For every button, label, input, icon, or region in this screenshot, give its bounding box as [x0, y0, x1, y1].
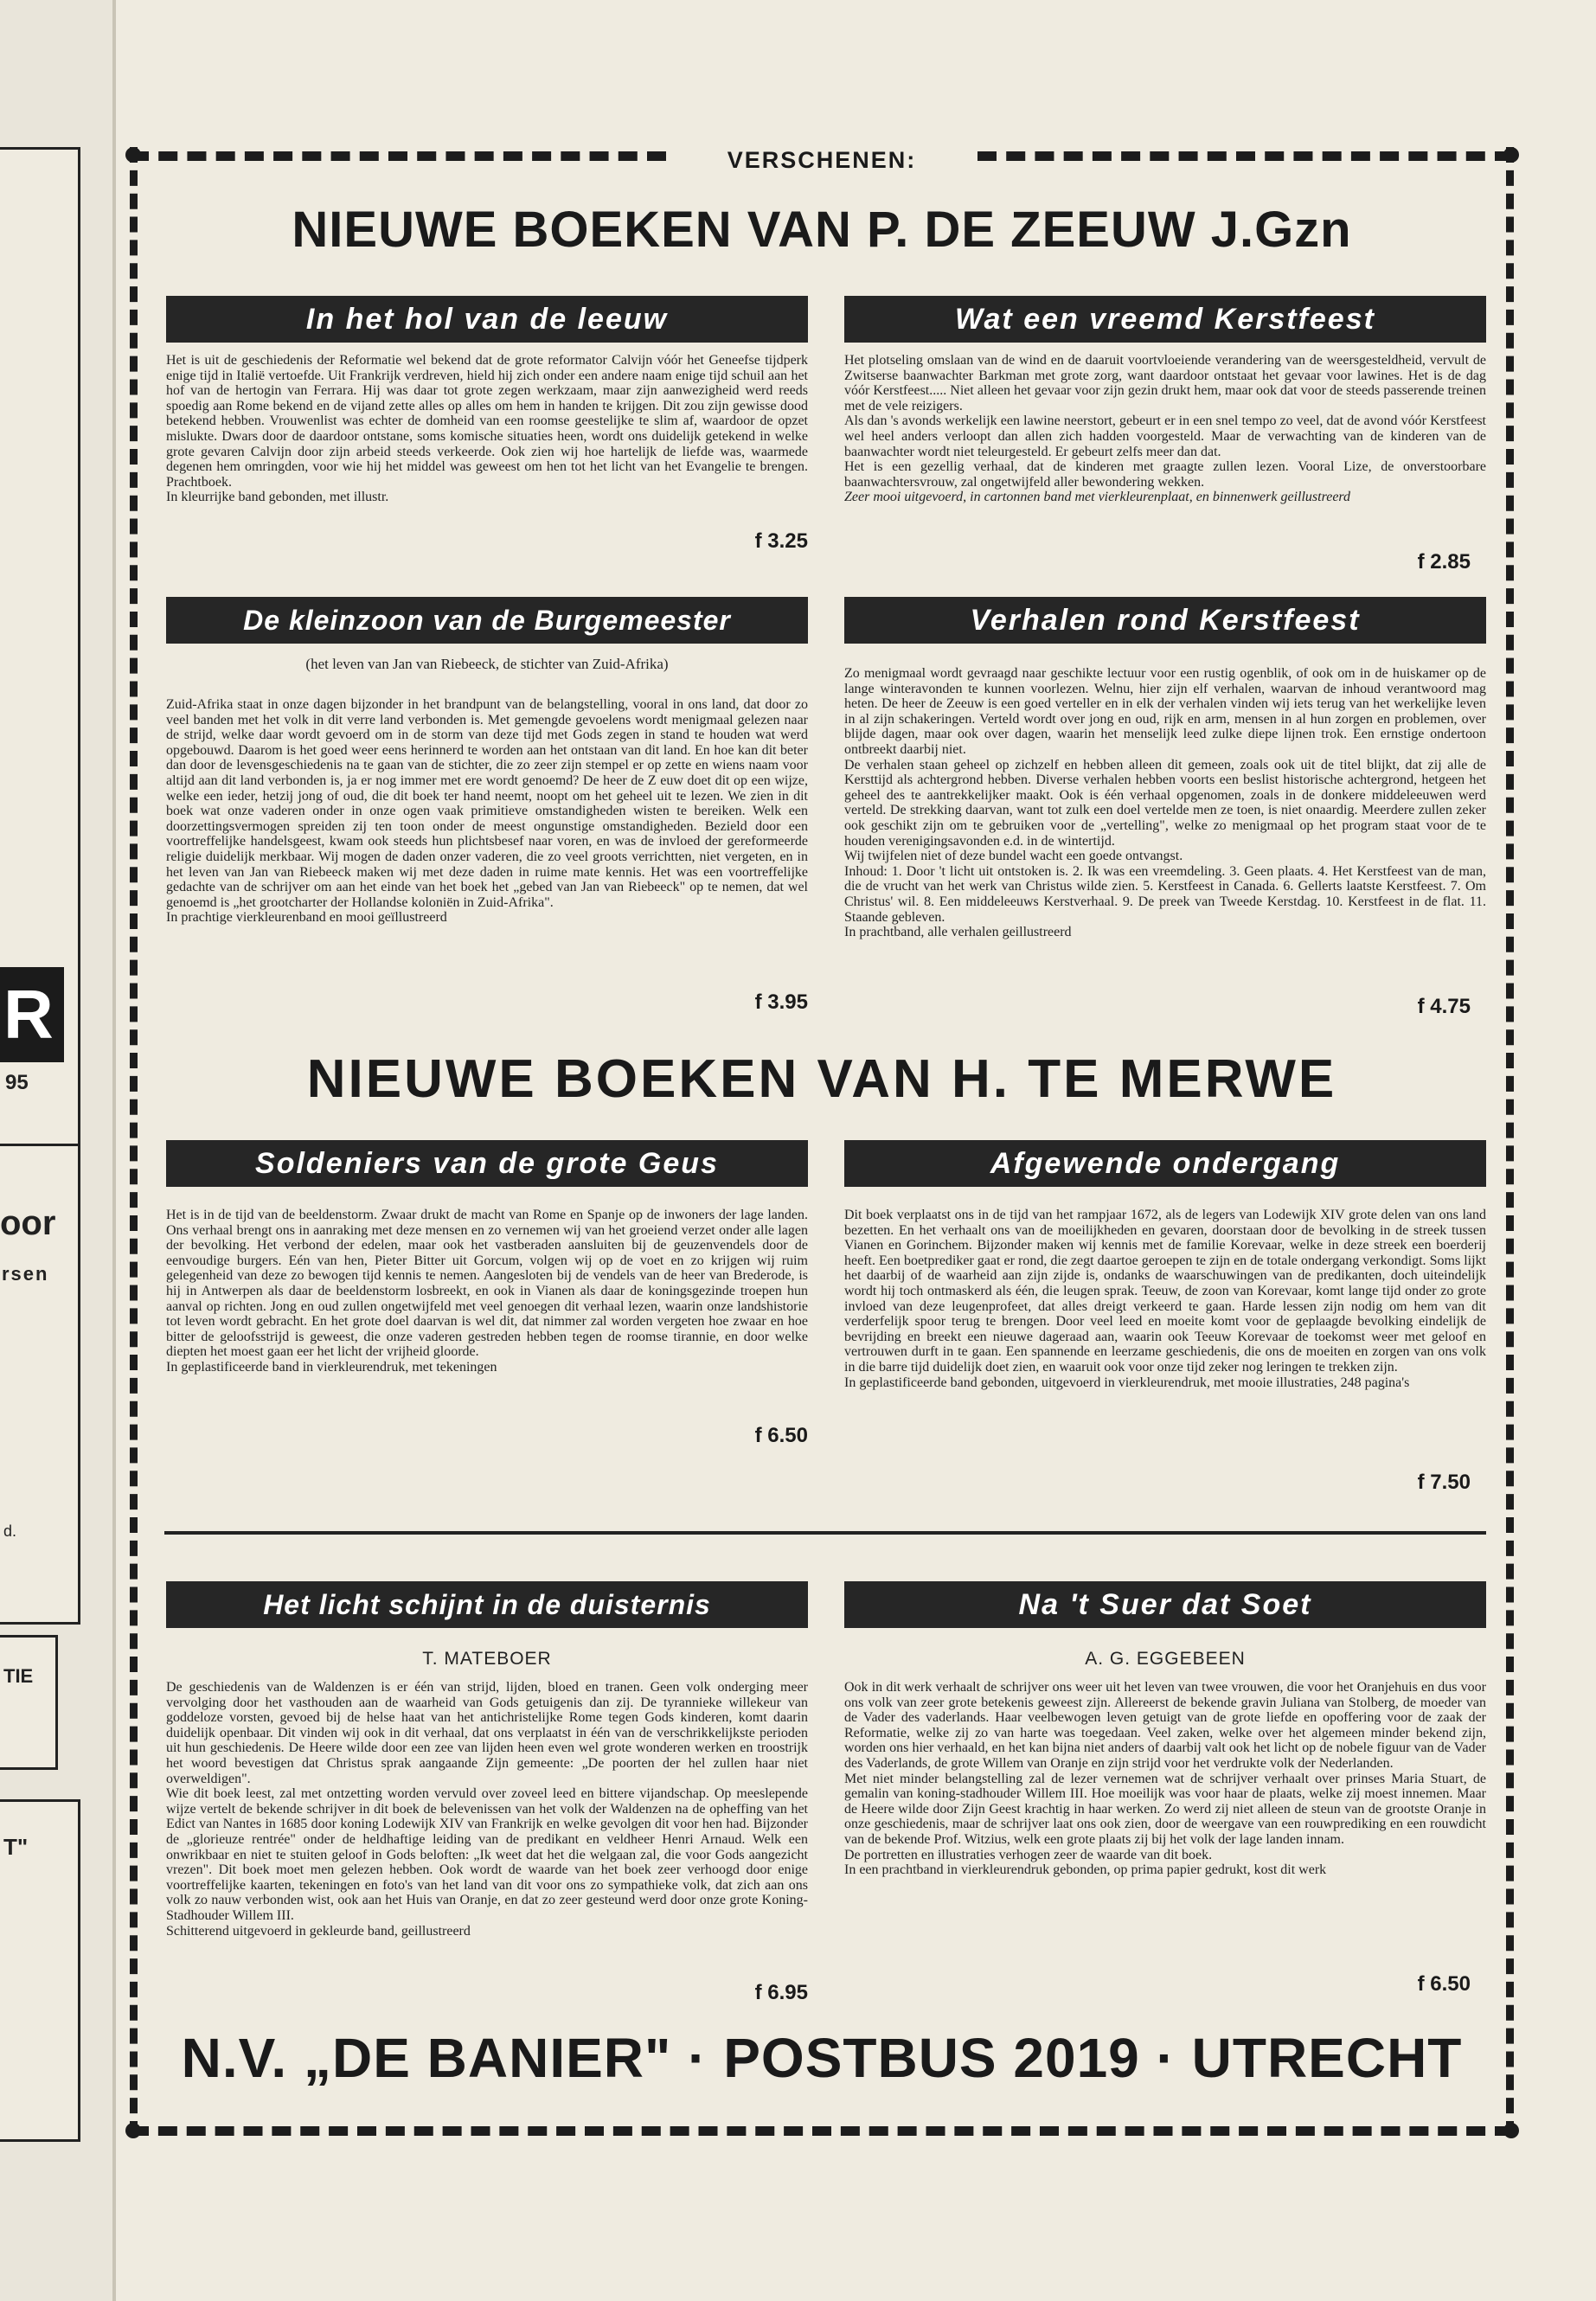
book-title-licht: Het licht schijnt in de duisternis — [166, 1581, 808, 1628]
book-text-licht: De geschiedenis van de Waldenzen is er één van strijd, lijden, bloed en tranen. Geen volk onderging meer vervolging door het vasthouden aan de waarheid van Gods getuigenis dan zij. De tyrannieke willekeur van goddeloze vorsten, gevoed bij de helse haat van het antichristelijke Rome tegen Gods kinderen, komt daarin duidelijk openbaar. Dit vinden wij ook in dit verhaal, dat ons verplaatst in één van de verschrikkelijkste perioden uit hun geschiedenis. De Heere wilde door een zee van lijden heen even wel grote wonderen werken en troostrijk het woord bevestigen dat Christus sprak aangaande Zijn gemeente: „De poorten der hel zullen haar niet overweldigen". — [166, 1680, 808, 1786]
book-text3-verhalen: Wij twijfelen niet of deze bundel wacht een goede ontvangst. — [844, 849, 1183, 864]
gutter-letter-r: R — [3, 976, 54, 1053]
book-binding-suer: In een prachtband in vierkleurendruk gebonden, op prima papier gedrukt, kost dit werk — [844, 1862, 1327, 1878]
book-description-licht — [166, 1680, 808, 1939]
book-text-suer: Ook in dit werk verhaalt de schrijver ons weer uit het leven van twee vrouwen, die voor het Oranjehuis en dus voor ons volk van zeer grote betekenis geweest zijn. Allereerst de bekende gravin Juliana van Stolberg, de moeder van de Vader des vaderlands. Haar veelbewogen leven getuigt van de grote liefde en opoffering voor de zaak der Reformatie, welke zij zo van harte was toegedaan. Veel zaken, welke over het algemeen minder bekend zijn, worden ons hier verhaald, en het kan bijna niet anders of daarbij valt ook het licht op de nobele figuur van de Vader des Vaderlands, de grote Willem van Oranje en zijn strijd voor het verdrukte volk der Nederlanden. — [844, 1680, 1486, 1771]
bottom-border — [130, 2126, 1514, 2136]
top-border-left — [130, 151, 666, 161]
book-text3-suer: De portretten en illustraties verhogen zeer de waarde van dit boek. — [844, 1847, 1213, 1862]
book-binding-kleinzoon: In prachtige vierkleurenband en mooi geïllustreerd — [166, 910, 447, 926]
book-text2-verhalen: De verhalen staan geheel op zichzelf en hebben alleen dit gemeen, zoals ook uit de titel blijkt, dat zij alle de Kersttijd als achtergrond hebben. Diverse verhalen hebben voorts een beslist historische achtergrond, hetgeen het geheel des te aantrekkelijker maakt. Ook is één verhaal opgenomen, zoals in de donkere middeleeuwen werd verteld. De strekking daarvan, want tot zulk een doel vertelde men ze toen, is niet onaardig. Meerdere zullen zeker ook geschikt zijn om te gebruiken voor de „vertelling", welke zo menigmaal op het program staat voor de te houden verenigingsavonden e.d. in de wintertijd. — [844, 757, 1486, 849]
book-text-kleinzoon: Zuid-Afrika staat in onze dagen bijzonder in het brandpunt van de belangstelling, vooral in ons land, dat door zo veel banden met het volk in dit verre land verbonden is. Met gemengde gevoelens wordt menigmaal gelezen naar de strijd, welke daar wordt gevoerd om in de storm van deze tijd met Gods zegen in stand te houden wat werd opgebouwd. Daarom is het goed weer eens herinnerd te worden aan het ontstaan van dit land. En hoe kan dit beter dan door de levensgeschiedenis na te gaan van de stichter, die zo zeer zijn stempel er op zette en wiens naam voor altijd aan dit land verbonden is, ja er nog immer met ere wordt genoemd? De heer de Z euw doet dit op een wijze, welke een ieder, hetzij jong of oud, die dit boek ter hand neemt, noopt om het geheel uit te lezen. We zien in dit boek wat onze vaderen onder in onze ogen vaak primitieve omstandigheden wisten te bereiken. Welk een doorzettingsvermogen spreiden zij ten toon onder de meest ongunstige omstandigheden. Bezield door een voortreffelijke handelsgeest, kwam ook steeds hun plichtsbesef naar voren, en was de invloed der gereformeerde religie duidelijk merkbaar. Wij mogen de daden onzer vaderen, die zo veel groots verrichtten, niet vergeten, en in het leven van Jan van Riebeeck maken wij met deze daden in ruime mate kennis. Het was een voortreffelijke gedachte van de schrijver om aan het einde van het boek het „gebed van Jan van Riebeeck" op te nemen, dat wel genoemd is „het grootcharter der Hollandse koloniën in Zuid-Afrika". — [166, 697, 808, 910]
book-price-soldeniers: f 6.50 — [754, 1424, 808, 1447]
book-description-suer — [844, 1680, 1486, 1878]
gutter-oor: oor — [0, 1204, 56, 1242]
book-contents-verhalen: Inhoud: 1. Door 't licht uit ontstoken is. 2. Ik was een vreemdeling. 3. Geen plaats. 4. Het Kerstfeest van de man, die de vrucht van het werk van Christus wilde zien. 5. Kerstfeest in Canada. 6. Gellerts laatste Kerstfeest. 7. Om Christus' wil. 8. Een middeleeuws Kerstverhaal. 9. De preek van Tweede Kerstdag. 10. Kerstfeest in de flat. 11. Staande gebleven. — [844, 863, 1486, 925]
book-binding-licht: Schitterend uitgevoerd in gekleurde band, geillustreerd — [166, 1923, 471, 1939]
book-binding-hol: In kleurrijke band gebonden, met illustr. — [166, 490, 389, 505]
book-text-verhalen: Zo menigmaal wordt gevraagd naar geschikte lectuur voor een rustig ogenblik, of ook om in de huiskamer op de lange winteravonden te kunnen voorlezen. Welnu, hier zijn elf verhalen, waarvan de inhoud verantwoord mag heten. De heer de Zeeuw is een goed verteller en in elk der verhalen vinden wij iets terug van het werkelijke leven in al zijn schakeringen. Verteld wordt over jong en oud, rijk en arm, mensen in al hun zorgen en problemen, over blijde dagen, maar ook over dagen, waarin het menselijk leed zulke diepe lijnen trok. Een ernstige ondertoon ontbreekt daarbij niet. — [844, 666, 1486, 757]
book-title-hol: In het hol van de leeuw — [166, 296, 808, 343]
section-divider — [164, 1531, 1486, 1535]
book-title-kerstfeest: Wat een vreemd Kerstfeest — [844, 296, 1486, 343]
book-price-suer: f 6.50 — [1417, 1972, 1471, 1996]
book-binding-kerstfeest: Zeer mooi uitgevoerd, in cartonnen band met vierkleurenplaat, en binnenwerk geillustreerd — [844, 490, 1351, 505]
corner-ornament-br — [1503, 2123, 1519, 2138]
gutter-box-tie — [0, 1635, 58, 1770]
gutter-t: T" — [3, 1834, 29, 1860]
book-text2-kerstfeest: Als dan 's avonds werkelijk een lawine neerstort, gebeurt er in een snel tempo zo veel, dat de avond vóór Kerstfeest wel heel anders verloopt dan allen zich hadden voorgesteld. Maar de verwachting van de kinderen van de baanwachter wordt niet teleurgesteld. Er gebeurt zelfs meer dan dat. — [844, 413, 1486, 459]
gutter-tie: TIE — [3, 1665, 34, 1687]
book-subtitle-kleinzoon: (het leven van Jan van Riebeeck, de stichter van Zuid-Afrika) — [305, 656, 669, 672]
book-price-kerstfeest: f 2.85 — [1417, 550, 1471, 574]
gutter-dark-block — [0, 967, 64, 1062]
publisher-address: N.V. „DE BANIER" · POSTBUS 2019 · UTRECHT — [181, 2027, 1463, 2089]
book-binding-soldeniers: In geplastificeerde band in vierkleurendruk, met tekeningen — [166, 1359, 497, 1375]
book-text3-kerstfeest: Het is een gezellig verhaal, dat de kinderen met graagte zullen lezen. Vooral Lize, de onverstoorbare baanwachtersvrouw, zal ongetwijfeld aller bewondering wekken. — [844, 459, 1486, 490]
section-title-te-merwe: NIEUWE BOEKEN VAN H. TE MERWE — [306, 1049, 1337, 1109]
book-title-ondergang: Afgewende ondergang — [844, 1140, 1486, 1187]
book-description-ondergang — [844, 1208, 1486, 1390]
book-description-soldeniers — [166, 1208, 808, 1375]
book-price-ondergang: f 7.50 — [1417, 1471, 1471, 1494]
book-binding-ondergang: In geplastificeerde band gebonden, uitgevoerd in vierkleurendruk, met mooie illustraties, 248 pagina's — [844, 1375, 1410, 1390]
book-author-licht: T. MATEBOER — [422, 1649, 552, 1669]
book-title-suer: Na 't Suer dat Soet — [844, 1581, 1486, 1628]
book-binding-verhalen: In prachtband, alle verhalen geillustreerd — [844, 925, 1072, 940]
gutter-rsen: rsen — [2, 1263, 49, 1285]
book-description-kerstfeest — [844, 353, 1486, 505]
book-title-verhalen: Verhalen rond Kerstfeest — [844, 597, 1486, 644]
book-price-kleinzoon: f 3.95 — [754, 990, 808, 1014]
book-text-kerstfeest: Het plotseling omslaan van de wind en de daaruit voortvloeiende verandering van de weersgesteldheid, vervult de Zwitserse baanwachter Barkman met grote zorg, want daardoor ontstaat het gevaar voor lawines. Het is de dag vóór Kerstfeest..... Niet alleen het gevaar voor zijn gezin drukt hem, maar ook dat voor de steeds passerende treinen met de vele reizigers. — [844, 353, 1486, 413]
corner-ornament-bl — [125, 2123, 141, 2138]
adjacent-page-gutter — [0, 0, 116, 2301]
corner-ornament-tr — [1503, 147, 1519, 163]
top-border-right — [977, 151, 1514, 161]
book-description-kleinzoon — [166, 697, 808, 926]
section-title-de-zeeuw: NIEUWE BOEKEN VAN P. DE ZEEUW J.Gzn — [292, 202, 1352, 258]
gutter-box-top — [0, 147, 80, 1303]
gutter-d: d. — [3, 1522, 17, 1540]
book-title-kleinzoon: De kleinzoon van de Burgemeester — [166, 597, 808, 644]
book-text-soldeniers: Het is in de tijd van de beeldenstorm. Zwaar drukt de macht van Rome en Spanje op de inwoners der lage landen. Ons verhaal brengt ons in aanraking met deze mensen en zo vernemen wij van het groeiend verzet onder alle lagen der bevolking. Het verbond der edelen, maar ook het vastberaden aansluiten bij de geuzenvendels door de eenvoudige burgers. Eén van hen, Pieter Bitter uit Gorcum, volgen wij op de voet en zo krijgen wij ruim gelegenheid van deze zo bewogen tijd kennis te nemen. Aangesloten bij de vendels van de heer van Brederode, is hij in Antwerpen als daar de beeldenstorm losbreekt, en ook in Vianen als daar de koningsgezinde troepen hun aanval op richten. Jong en oud zullen ongetwijfeld met veel genoegen dit verhaal lezen, waarin onze landshistorie tot leven wordt gebracht. En het grote doel daarvan is wel dit, dat nimmer zal worden vergeten hoe zwaar en hoe bitter de geloofsstrijd is geweest, die onze vaderen gestreden hebben tegen de roomse tirannie, en door welke diepten het moest gaan eer het licht der vrijheid gloorde. — [166, 1208, 808, 1360]
book-price-hol: f 3.25 — [754, 529, 808, 553]
book-description-verhalen — [844, 666, 1486, 940]
book-text2-licht: Wie dit boek leest, zal met ontzetting worden vervuld over zoveel leed en bittere vijandschap. Op meeslepende wijze vertelt de bekende schrijver in dit boek de belevenissen van het volk der Waldenzen na de opheffing van het Edict van Nantes in 1685 door koning Lodewijk XIV van Frankrijk en welke gevolgen dit voor hen had. Bijzonder de „glorieuze rentrée" onder de heldhaftige leiding van de predikant en veldheer Henri Arnaud. Welk een onwrikbaar en niet te stuiten geloof in Gods beloften: „Ik weet dat het die welgaan zal, die voor Gods aangezicht vrezen". Dit boek moet men gelezen hebben. Ook wordt de waarde van het boek zeer verhoogd door enige voortreffelijke kaarten, tekeningen en foto's van het land van dit voor ons zo sympathieke volk, dat zich aan ons volk zo nauw verbonden wist, ook aan het Huis van Oranje, en dat zo zeer gesteund werd door onze grote Koning-Stadhouder Willem III. — [166, 1786, 808, 1923]
gutter-number: 95 — [5, 1071, 29, 1094]
announcement-label: VERSCHENEN: — [727, 147, 917, 173]
book-text-hol: Het is uit de geschiedenis der Reformatie wel bekend dat de grote reformator Calvijn vóór het Geneefse tijdperk enige tijd in Italië vertoefde. Uit Frankrijk verdreven, hield hij zich onder een andere naam enige tijd schuil aan het hof van de hertogin van Ferrara. Hij was daar tot grote zegen werkzaam, maar zijn aanwezigheid werd reeds spoedig aan Rome bekend en de vijand zette alles op alles om hem in handen te krijgen. Dit zou zijn gewisse dood betekend hebben. Vrouwenlist was echter de domheid van een roomse geestelijke te slim af, waardoor de opzet mislukte. Dwars door de daardoor ontstane, soms komische situaties heen, wordt ons duidelijk getekend in welke grote gevaren Calvijn door zijn arbeid steeds verkeerde. Ook zien wij hoe hartelijk de liefde was, waarmede degenen hem omringden, voor wie hij het middel was geweest om hen tot het licht van het Evangelie te brengen. Prachtboek. — [166, 353, 808, 490]
book-text2-suer: Met niet minder belangstelling zal de lezer vernemen wat de schrijver verhaalt over prinses Maria Stuart, de gemalin van koning-stadhouder Willem III. Hoe moeilijk was voor haar de plaats, welke zij moest innemen. Maar de Heere wilde door Zijn Geest krachtig in haar werken. Zo werd zij niet alleen de steun van de grootste Oranje in onze geschiedenis, maar de schrijver laat ons ook zien, door de weergave van een rouwprediking en een rouwdicht van de bekende Prof. Witzius, welk een grote plaats zij bij het volk der lage landen innam. — [844, 1771, 1486, 1847]
book-price-licht: f 6.95 — [754, 1981, 808, 2004]
book-text-ondergang: Dit boek verplaatst ons in de tijd van het rampjaar 1672, als de legers van Lodewijk XIV grote delen van ons land bezetten. En het verhaalt ons van de moeilijkheden en gevaren, doorstaan door de bevolking in de streek tussen Vianen en Gorinchem. Bijzonder maken wij kennis met de familie Korevaar, welke in deze streek een boerderij heeft. Een boetprediker gaat er rond, die zegt daartoe geroepen te zijn en de totale ondergang verkondigt. Soms lijkt het daarbij of de waarheid aan zijn zijde is, ondanks de waarschuwingen van de predikanten, doch uiteindelijk wordt hij toch ontmaskerd als één, die leugen sprak. Teeuw, de zoon van Korevaar, komt lange tijd onder zo grote invloed van deze leugenprofeet, dat alles dreigt verkeerd te gaan. Harde lessen zijn nodig om hem van dit verderfelijk spoor terug te brengen. Door veel leed en moeite komt voor de geplaagde bevolking eindelijk de bevrijding en breekt een nieuwe dageraad aan, waarin ook Teeuw Korevaar de toekomst weer met geloof en vertrouwen durft in te gaan. Een spannende en leerzame geschiedenis, die ons de moeiten en zorgen van ons volk in die barre tijd duidelijk doet zien, en waaruit ook voor onze tijd zeker nog leringen te trekken zijn. — [844, 1208, 1486, 1375]
book-price-verhalen: f 4.75 — [1417, 995, 1471, 1018]
book-title-soldeniers: Soldeniers van de grote Geus — [166, 1140, 808, 1187]
book-author-suer: A. G. EGGEBEEN — [1085, 1649, 1246, 1669]
book-description-hol — [166, 353, 808, 505]
corner-ornament-tl — [125, 147, 141, 163]
